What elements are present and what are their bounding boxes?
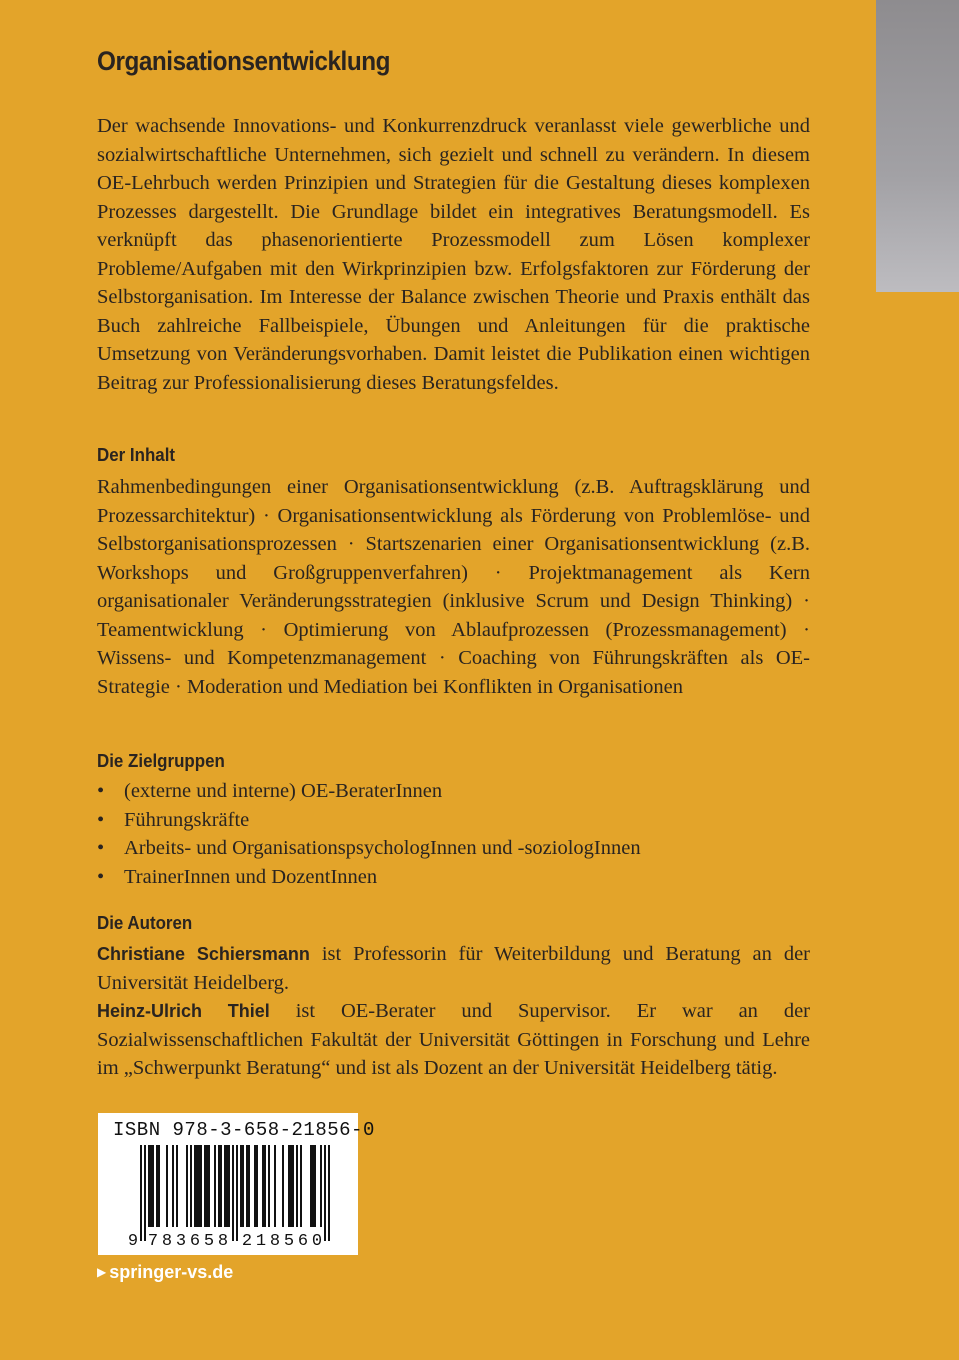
barcode-bar (176, 1145, 178, 1227)
barcode-bar (150, 1145, 152, 1227)
barcode-bar (220, 1145, 222, 1227)
barcode-digit: 2 (241, 1232, 253, 1247)
zielgruppen-list (97, 777, 641, 892)
barcode-bar (246, 1145, 248, 1227)
barcode-bar (264, 1145, 266, 1227)
barcode-bar (240, 1145, 242, 1227)
inhalt-text: Rahmenbedingungen einer Organisationsentwicklung (z.B. Auftragsklärung und Prozessarchitektur) · Organisationsentwicklung als Förderung von Problemlöse- und Selbstorganisationsprozessen · Startszenarien einer Organisationsentwicklung (z.B. Workshops und Großgruppenverfahren) · Projektmanagement als Kern organisationaler Veränderungsstrategien (inklusive Scrum und Design Thinking) · Teamentwicklung · Optimierung von Ablaufprozessen (Prozessmanagement) · Wissens- und Kompetenzmanagement · Coaching von Führungskräften als OE-Strategie · Moderation und Mediation bei Konflikten in Organisationen (97, 476, 810, 698)
barcode-bar (296, 1145, 298, 1227)
barcode-bar (288, 1145, 290, 1227)
barcode-bar (228, 1145, 230, 1227)
barcode-bar (310, 1145, 312, 1227)
barcode-bar (292, 1145, 294, 1227)
barcode-bar (218, 1145, 220, 1227)
barcode-digit: 7 (147, 1232, 159, 1247)
barcode-digit: 0 (311, 1232, 323, 1247)
barcode-bars (128, 1145, 342, 1247)
autoren-heading: Die Autoren (97, 913, 193, 933)
barcode-bar (172, 1145, 174, 1227)
barcode-bar (224, 1145, 226, 1227)
barcode-bar (206, 1145, 208, 1227)
barcode-bar (314, 1145, 316, 1227)
barcode-digit: 8 (161, 1232, 173, 1247)
barcode-graphic (128, 1145, 342, 1247)
author-1-text: ist Professorin für Weiterbildung und Beratung an der Universität Heidelberg. (97, 943, 810, 994)
barcode-bar (274, 1145, 276, 1227)
barcode-bar (242, 1145, 244, 1227)
barcode-bar (194, 1145, 196, 1227)
isbn-barcode (98, 1113, 375, 1255)
barcode-bar (190, 1145, 192, 1227)
barcode-bar (248, 1145, 250, 1227)
list-item: • Führungskräfte (97, 806, 641, 835)
barcode-bar (268, 1145, 270, 1227)
barcode-bar (196, 1145, 198, 1227)
barcode-bar (204, 1145, 206, 1227)
barcode-bar (324, 1145, 326, 1241)
book-title: Organisationsentwicklung (97, 46, 391, 76)
author-1-name: Christiane Schiersmann (97, 944, 310, 964)
barcode-bar (140, 1145, 142, 1241)
barcode-bar (148, 1145, 150, 1227)
barcode-digit: 8 (217, 1232, 229, 1247)
decorative-stripe (876, 0, 959, 292)
author-2-bio (97, 997, 810, 1083)
barcode-bar (236, 1145, 238, 1241)
list-item: • Arbeits- und OrganisationspsychologInnen und -soziologInnen (97, 834, 641, 863)
author-2-text: ist OE-Berater und Supervisor. Er war an der Sozialwissenschaftlichen Fakultät der Universität Göttingen in Forschung und Lehre im „Schwerpunkt Beratung“ und ist als Dozent an der Universität Heidelberg tätig. (97, 1000, 811, 1079)
barcode-bar (262, 1145, 264, 1227)
list-item: • (externe und interne) OE-BeraterInnen (97, 777, 641, 806)
barcode-bar (198, 1145, 200, 1227)
barcode-bar (200, 1145, 202, 1227)
barcode-bar (144, 1145, 146, 1241)
barcode-bar (312, 1145, 314, 1227)
barcode-bar (186, 1145, 188, 1227)
barcode-digit: 5 (283, 1232, 295, 1247)
inhalt-heading: Der Inhalt (97, 445, 176, 465)
barcode-digit: 6 (297, 1232, 309, 1247)
isbn-label: ISBN 978-3-658-21856-0 (113, 1119, 375, 1141)
barcode-digit: 5 (203, 1232, 215, 1247)
barcode-bar (256, 1145, 258, 1227)
barcode-bar (320, 1145, 322, 1227)
barcode-bar (226, 1145, 228, 1227)
list-item: • TrainerInnen und DozentInnen (97, 863, 641, 892)
barcode-bar (282, 1145, 284, 1227)
zielgruppen-heading: Die Zielgruppen (97, 751, 225, 771)
author-2-name: Heinz-Ulrich Thiel (97, 1001, 270, 1021)
barcode-bar (254, 1145, 256, 1227)
barcode-digit: 8 (269, 1232, 281, 1247)
barcode-digit: 9 (128, 1232, 139, 1247)
barcode-bar (166, 1145, 168, 1227)
barcode-bar (152, 1145, 154, 1227)
barcode-bar (156, 1145, 158, 1227)
barcode-digit: 3 (175, 1232, 187, 1247)
barcode-digit: 6 (189, 1232, 201, 1247)
barcode-bar (328, 1145, 330, 1241)
publisher-link-text: springer-vs.de (109, 1262, 234, 1282)
barcode-bar (208, 1145, 210, 1227)
barcode-bar (158, 1145, 160, 1227)
triangle-right-icon: ▶ (97, 1265, 107, 1279)
barcode-bar (214, 1145, 216, 1227)
barcode-bar (232, 1145, 234, 1241)
intro-paragraph: Der wachsende Innovations- und Konkurrenzdruck veranlasst viele gewerbliche und sozialwirtschaftliche Unternehmen, sich gezielt und schnell zu verändern. In diesem OE-Lehrbuch werden Prinzipien und Strategien für die Gestaltung dieses komplexen Prozesses dargestellt. Die Grundlage bildet ein integratives Beratungsmodell. Es verknüpft das phasenorientierte Prozessmodell zum Lösen komplexer Probleme/Aufgaben mit den Wirkprinzipien bzw. Erfolgsfaktoren zur Förderung der Selbstorganisation. Im Interesse der Balance zwischen Theorie und Praxis enthält das Buch zahlreiche Fallbeispiele, Übungen und Anleitungen für die praktische Umsetzung von Veränderungsvorhaben. Damit leistet die Publikation einen wichtigen Beitrag zur Professionalisierung dieses Beratungsfeldes. (97, 115, 810, 394)
barcode-bar (300, 1145, 302, 1227)
publisher-link[interactable] (97, 1262, 233, 1283)
barcode-bar (290, 1145, 292, 1227)
author-1-bio (97, 940, 810, 997)
barcode-digit: 1 (255, 1232, 267, 1247)
